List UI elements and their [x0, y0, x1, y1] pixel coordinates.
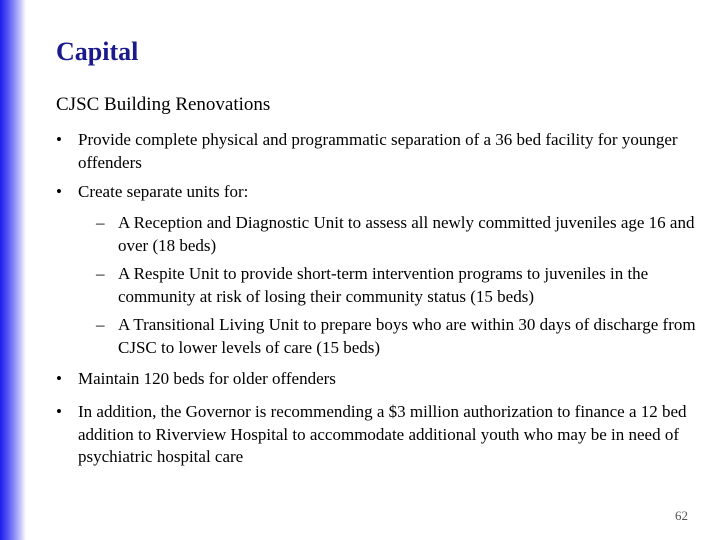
bullet-item [56, 181, 716, 204]
bullet-item [56, 129, 716, 174]
slide-title: Capital [56, 37, 139, 66]
sub-bullet-dash: – [96, 264, 105, 283]
sub-bullet-dash: – [96, 315, 105, 334]
bullet-dot: • [56, 402, 62, 421]
slide-subtitle: CJSC Building Renovations [56, 94, 271, 115]
page-number: 62 [675, 508, 688, 523]
bullet-dot: • [56, 369, 62, 388]
left-gradient-bar [0, 0, 26, 540]
sub-bullet-item [96, 263, 716, 308]
bullet-text: Provide complete physical and programmatic separation of a 36 bed facility for younger offenders [78, 130, 678, 172]
sub-bullet-text: A Reception and Diagnostic Unit to assess all newly committed juveniles age 16 and over (18 beds) [118, 213, 695, 255]
bullet-dot: • [56, 130, 62, 149]
bullet-item [56, 368, 716, 391]
sub-bullet-text: A Transitional Living Unit to prepare boys who are within 30 days of discharge from CJSC to lower levels of care (15 beds) [118, 315, 696, 357]
sub-bullet-item [96, 314, 716, 359]
bullet-text: Maintain 120 beds for older offenders [78, 369, 336, 388]
bullet-dot: • [56, 182, 62, 201]
sub-bullet-dash: – [96, 213, 105, 232]
bullet-text: Create separate units for: [78, 182, 249, 201]
sub-bullet-item [96, 212, 716, 257]
bullet-item [56, 401, 716, 469]
sub-bullet-text: A Respite Unit to provide short-term intervention programs to juveniles in the community at risk of losing their community status (15 beds) [118, 264, 649, 306]
bullet-text: In addition, the Governor is recommending a $3 million authorization to finance a 12 bed addition to Riverview Hospital to accommodate additional youth who may be in need of psychiatric hospital care [78, 402, 687, 466]
